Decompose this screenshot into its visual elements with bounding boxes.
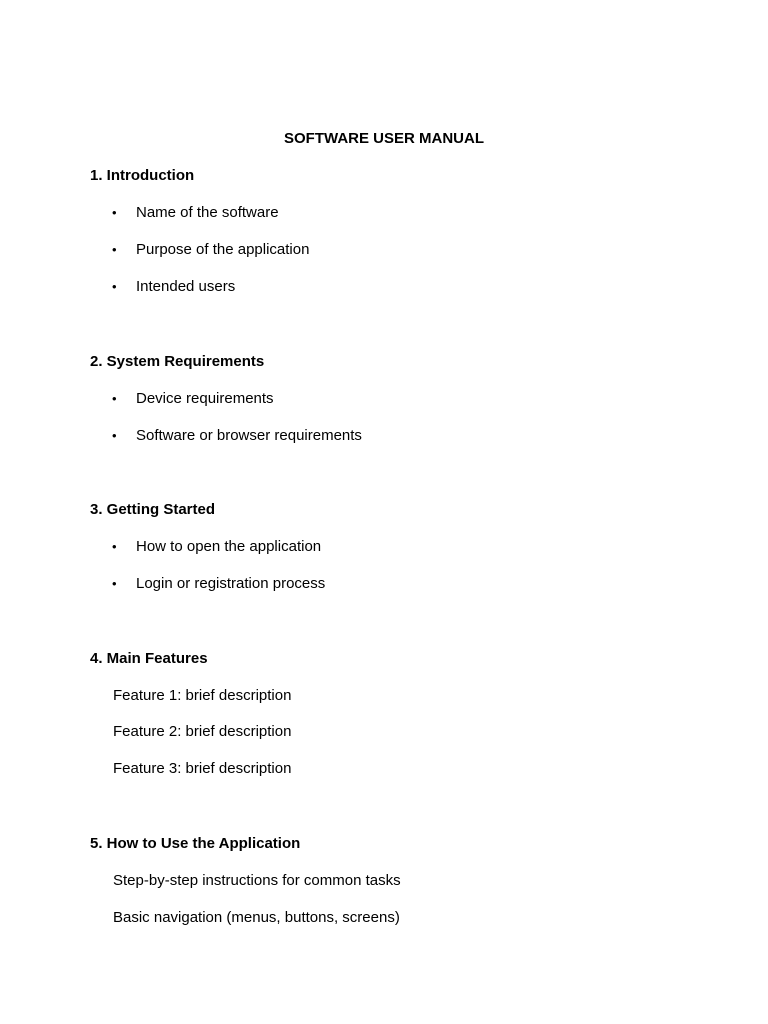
section-heading-main-features: 4. Main Features [90,650,208,667]
document-title: SOFTWARE USER MANUAL [284,130,484,147]
bullet-icon: • [112,242,117,257]
list-item-text: Login or registration process [136,575,326,592]
list-item-text: Intended users [136,278,236,295]
feature-item: Feature 1: brief description [113,687,292,704]
list-item-text: Software or browser requirements [136,427,362,444]
bullet-icon: • [112,279,117,294]
usage-item: Step-by-step instructions for common tasks [113,872,401,889]
list-item-text: How to open the application [136,538,322,555]
feature-item: Feature 3: brief description [113,760,292,777]
usage-item: Basic navigation (menus, buttons, screens) [113,909,400,926]
section-heading-introduction: 1. Introduction [90,167,195,184]
list-item-text: Name of the software [136,204,279,221]
bullet-icon: • [112,576,117,591]
list-item-text: Purpose of the application [136,241,310,258]
bullet-icon: • [112,391,117,406]
bullet-icon: • [112,205,117,220]
feature-item: Feature 2: brief description [113,723,292,740]
section-heading-system-requirements: 2. System Requirements [90,353,265,370]
bullet-icon: • [112,428,117,443]
section-heading-how-to-use: 5. How to Use the Application [90,835,301,852]
bullet-icon: • [112,539,117,554]
list-item-text: Device requirements [136,390,274,407]
section-heading-getting-started: 3. Getting Started [90,501,216,518]
